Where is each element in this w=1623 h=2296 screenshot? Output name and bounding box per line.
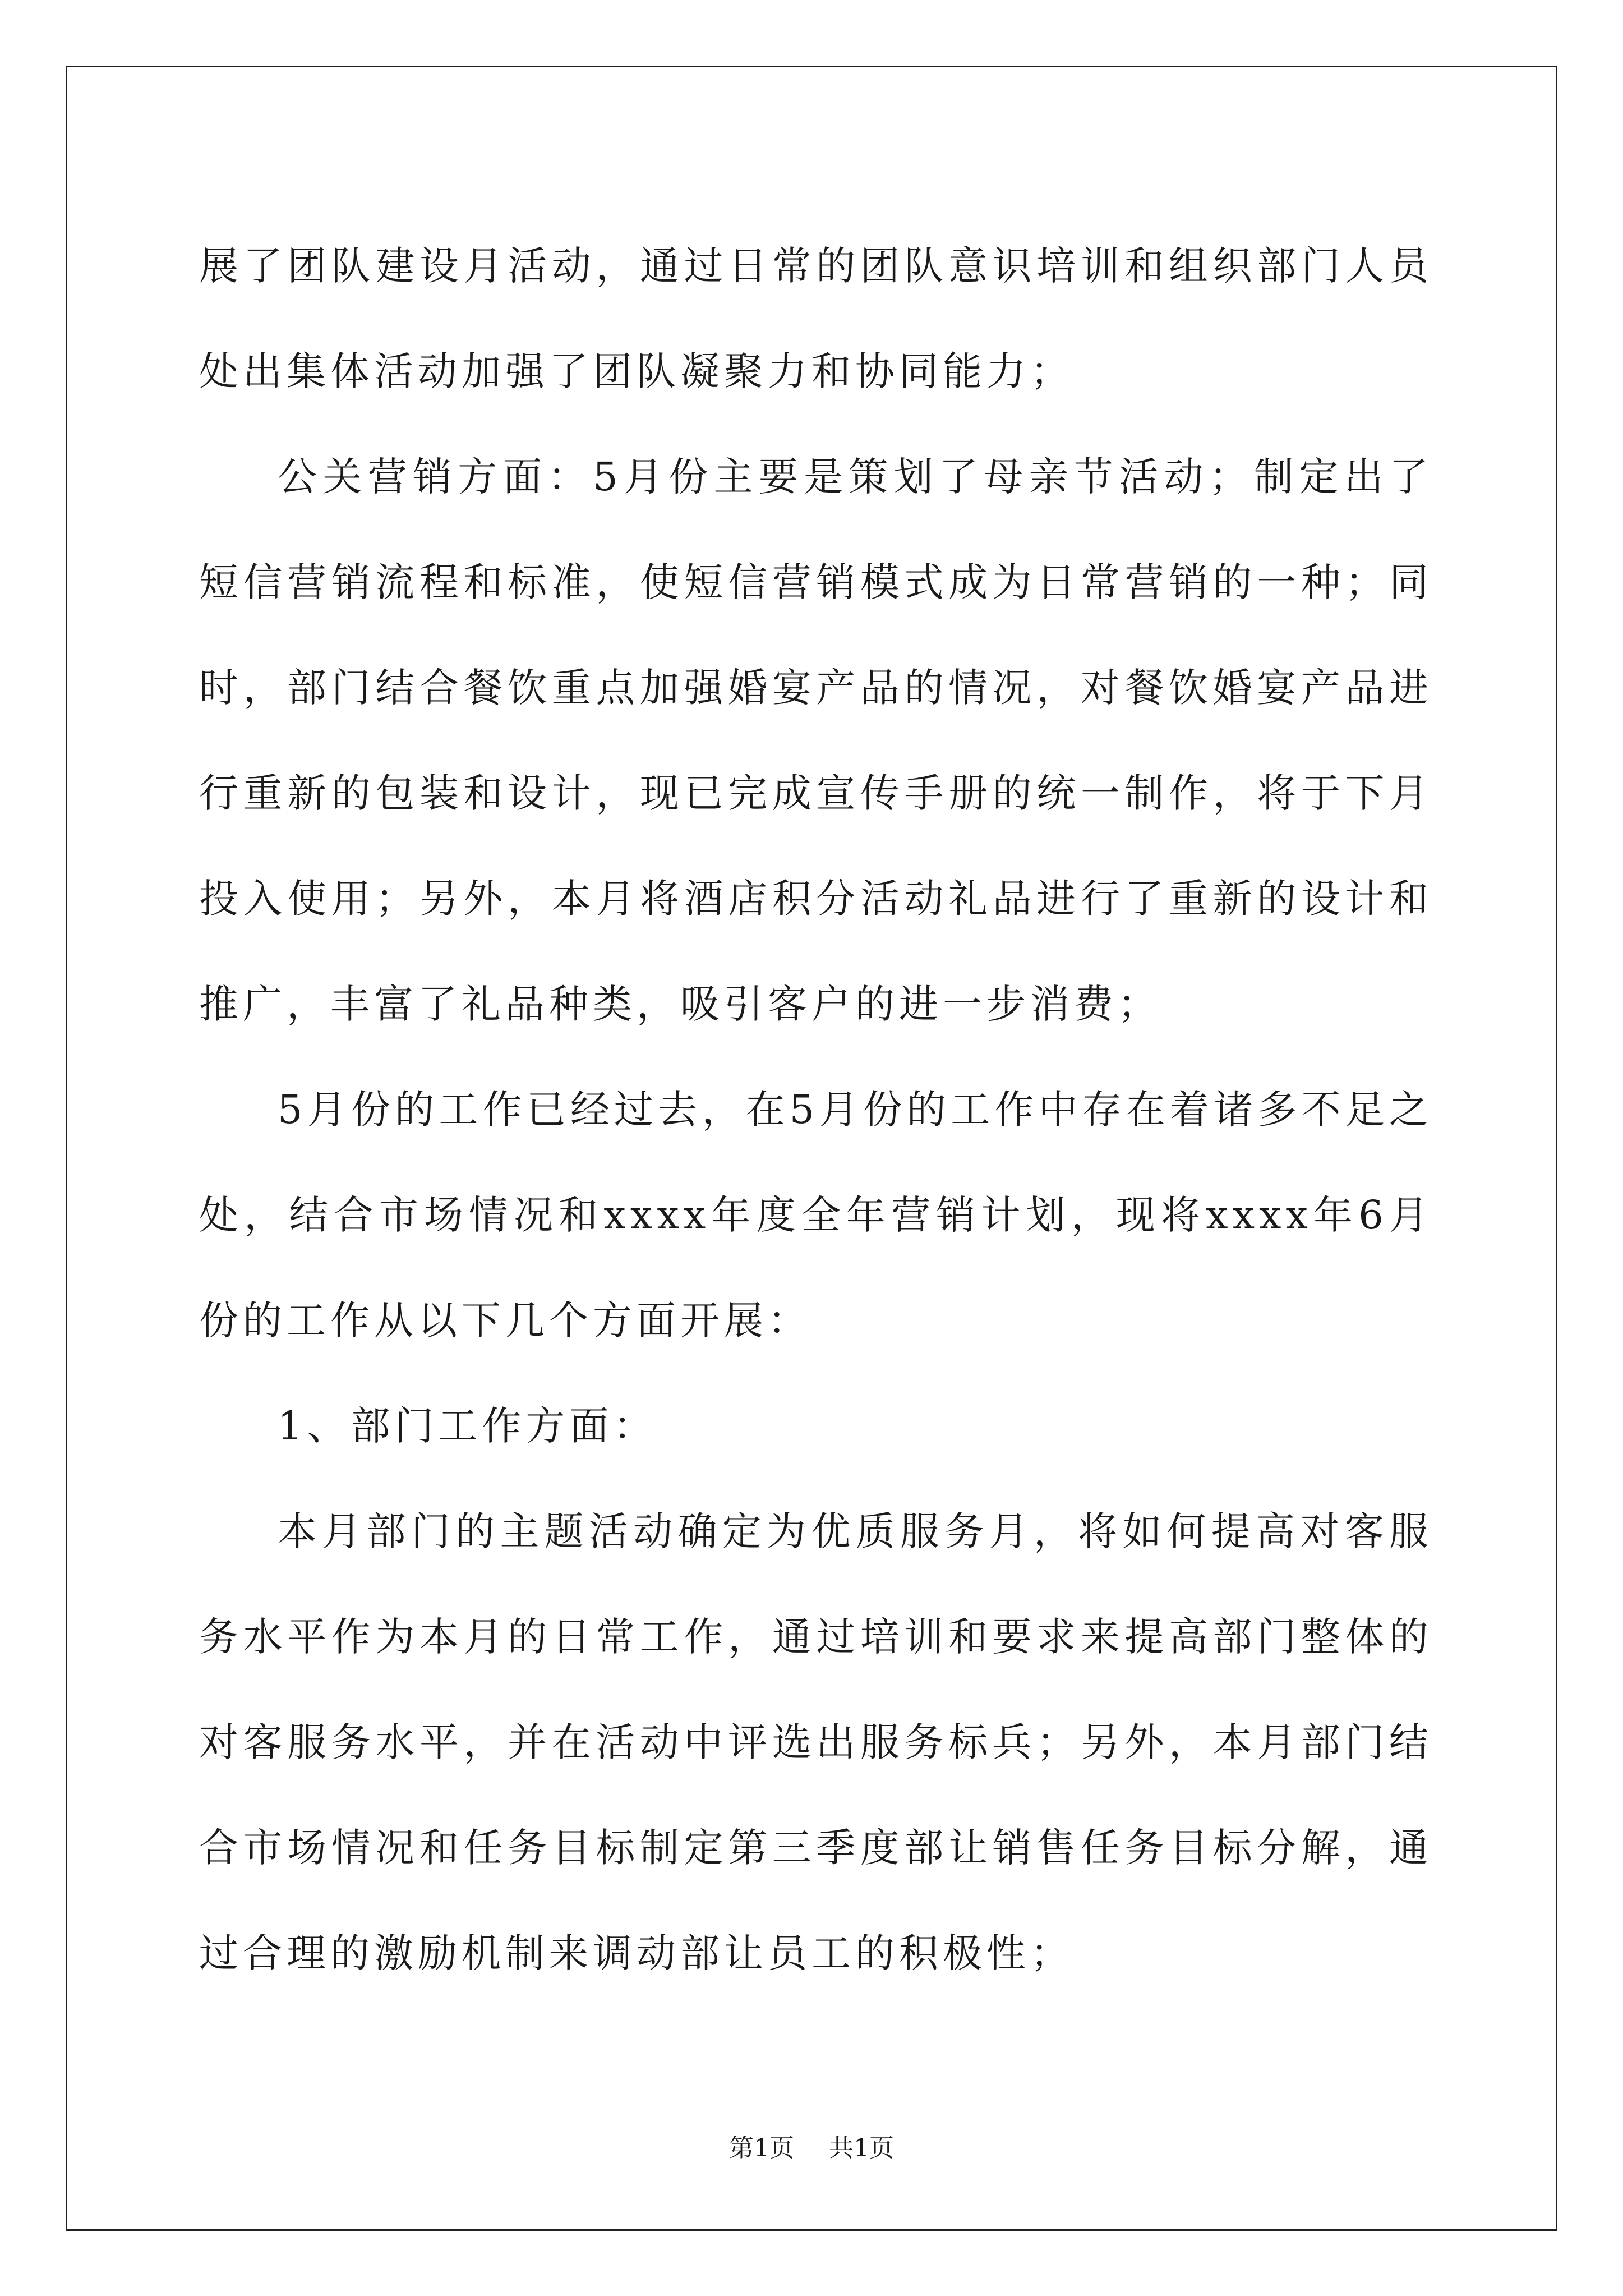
- page-footer: [0, 2132, 1623, 2165]
- paragraph-3: 5月份的工作已经过去，在5月份的工作中存在着诸多不足之处，结合市场情况和xxxx年度全年营销计划，现将xxxx年6月份的工作从以下几个方面开展：: [199, 1087, 1433, 1343]
- paragraph-1: 展了团队建设月活动，通过日常的团队意识培训和组织部门人员处出集体活动加强了团队凝聚力和协同能力；: [199, 243, 1433, 394]
- paragraph-2: 公关营销方面：5月份主要是策划了母亲节活动；制定出了短信营销流程和标准，使短信营销模式成为日常营销的一种；同时，部门结合餐饮重点加强婚宴产品的情况，对餐饮婚宴产品进行重新的包装和设计，现已完成宣传手册的统一制作，将于下月投入使用；另外，本月将酒店积分活动礼品进行了重新的设计和推广，丰富了礼品种类，吸引客户的进一步消费；: [199, 454, 1433, 1027]
- page-number: 第1页: [729, 2134, 794, 2162]
- paragraph-5: 本月部门的主题活动确定为优质服务月，将如何提高对客服务水平作为本月的日常工作，通过培训和要求来提高部门整体的对客服务水平，并在活动中评选出服务标兵；另外，本月部门结合市场情况和任务目标制定第三季度部让销售任务目标分解，通过合理的激励机制来调动部让员工的积极性；: [199, 1508, 1433, 1976]
- document-body: [199, 213, 1433, 2006]
- paragraph-4: 1、部门工作方面：: [278, 1403, 657, 1449]
- page-total: 共1页: [829, 2134, 894, 2162]
